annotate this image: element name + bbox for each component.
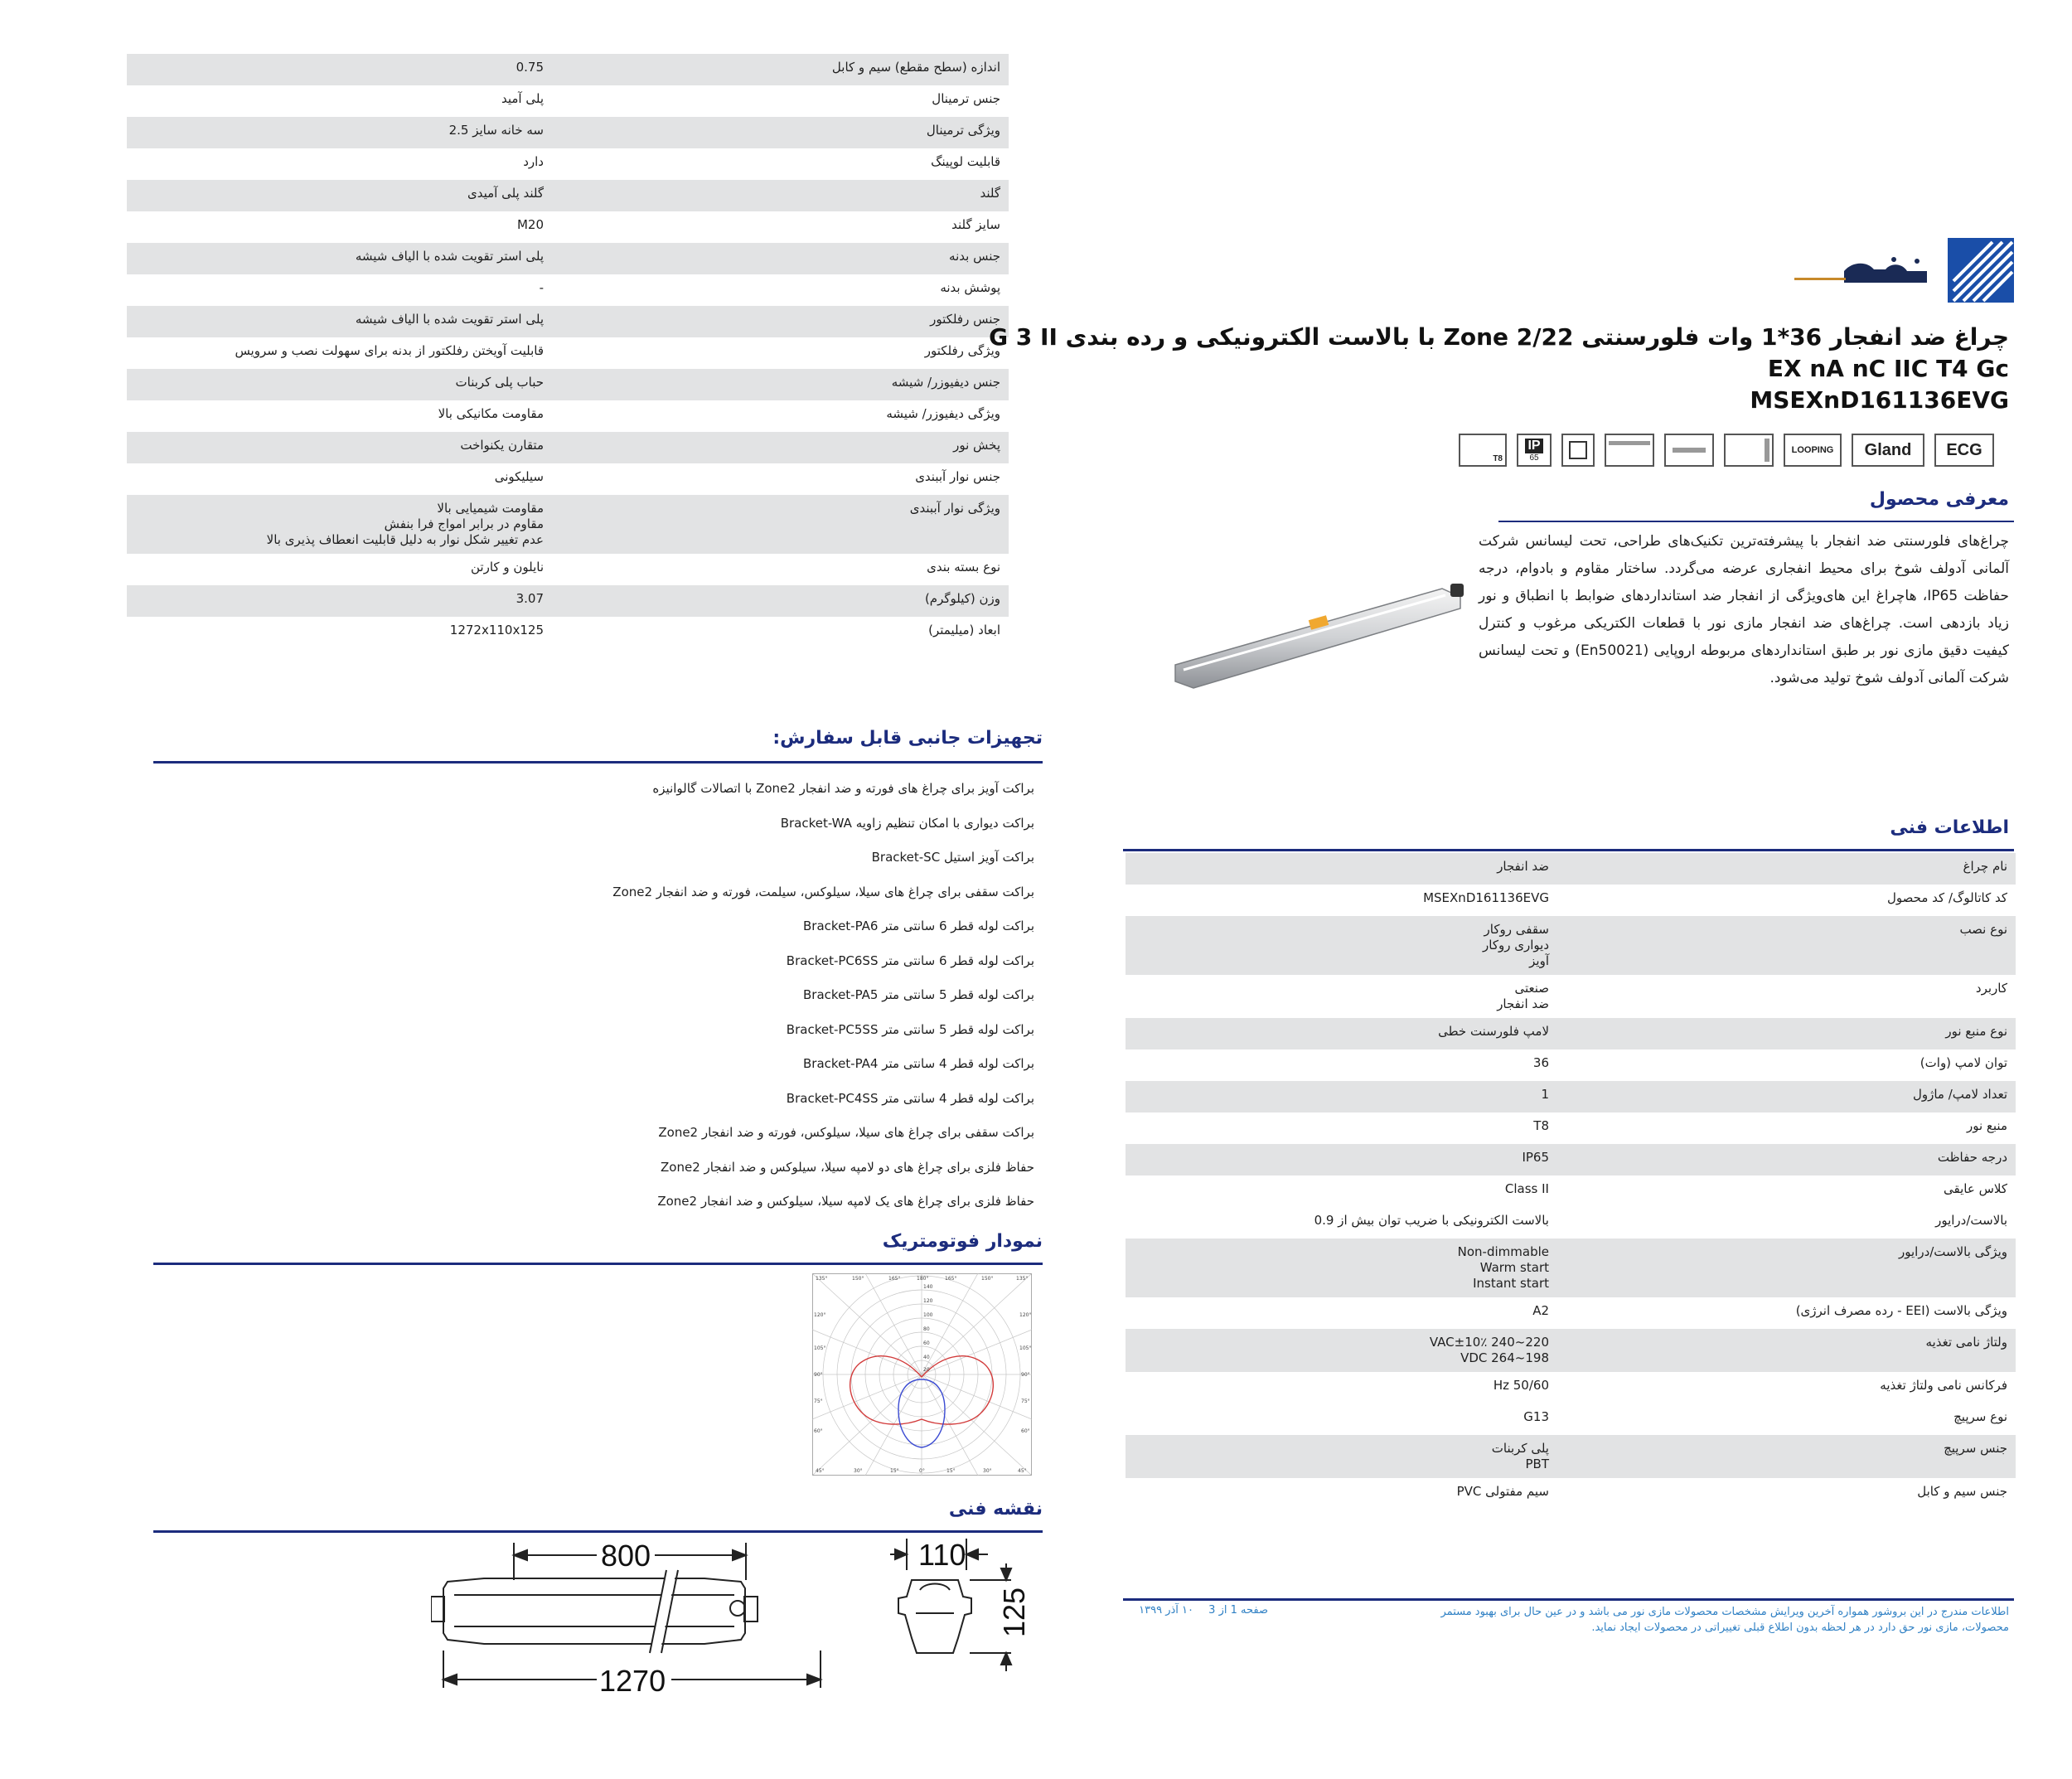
spec-label: سایز گلند (951, 217, 1000, 232)
spec-label: کلاس عایقی (1944, 1181, 2007, 1196)
spec-label: جنس دیفیوزر/ شیشه (891, 375, 1000, 390)
drawing-end-body (898, 1580, 971, 1653)
polar-top-tick: 165° (945, 1276, 957, 1282)
polar-top-tick: 180° (917, 1276, 929, 1282)
spec-value: دارد (523, 154, 544, 169)
spec-value: 50/60 Hz (1493, 1378, 1549, 1393)
more-spec-row (127, 85, 1009, 117)
tech-spec-row (1126, 1372, 2016, 1403)
accessory-item: براکت دیواری با امکان تنظیم زاویه Bracket-WA (780, 815, 1034, 831)
spec-value: A2 (1532, 1303, 1549, 1318)
spec-label: قابلیت لوپینگ (931, 154, 1000, 169)
spec-label: وزن (کیلوگرم) (924, 591, 1000, 606)
looping-label: LOOPING (1791, 445, 1834, 455)
spec-label: گلند (980, 186, 1000, 201)
spec-value: بالاست الکترونیکی با ضریب توان بیش از 0.9 (1314, 1213, 1549, 1228)
spec-value: Class II (1504, 1181, 1549, 1196)
spec-label: جنس بدنه (949, 249, 1000, 264)
spec-label: پوشش بدنه (940, 280, 1000, 295)
spec-value: 3.07 (516, 591, 544, 606)
spec-label: جنس سرپیچ (1944, 1441, 2007, 1456)
spec-label: تعداد لامپ/ ماژول (1912, 1087, 2007, 1102)
polar-radial-tick: 20 (923, 1367, 930, 1373)
accessory-item: براکت لوله قطر 5 سانتی متر Bracket-PC5SS (786, 1021, 1034, 1037)
tech-spec-row (1126, 1081, 2016, 1112)
spec-label: ویژگی نوار آببندی (909, 501, 1000, 516)
spec-label: ویژگی بالاست (EEI - رده مصرف انرژی) (1795, 1303, 2007, 1318)
spec-value: 220~240 VAC±10٪ 198~264 VDC (1429, 1335, 1549, 1365)
spec-label: کاربرد (1975, 981, 2007, 996)
spec-label: نوع بسته بندی (927, 560, 1000, 574)
tech-spec-row (1126, 1478, 2016, 1510)
tech-spec-row (1126, 1018, 2016, 1049)
polar-bottom-tick: 30° (854, 1468, 863, 1474)
photometric-rule (153, 1263, 1043, 1265)
tech-spec-row (1126, 1112, 2016, 1144)
tech-spec-row (1126, 1175, 2016, 1207)
t8-icon (1459, 434, 1507, 467)
accessories-rule (153, 761, 1043, 763)
dim-1270-label: 1270 (599, 1664, 666, 1698)
spec-label: نوع منبع نور (1945, 1024, 2007, 1039)
accessories-title: تجهیزات جانبی قابل سفارش: (772, 728, 1043, 749)
class-ii-icon (1561, 434, 1595, 467)
brand-logo (1769, 238, 2014, 303)
spec-label: کد کاتالوگ/ کد محصول (1887, 890, 2007, 905)
more-spec-row (127, 495, 1009, 554)
polar-radial-tick: 60 (923, 1340, 930, 1346)
tech-spec-row (1126, 1329, 2016, 1372)
gland-label: Gland (1864, 440, 1912, 459)
polar-top-tick: 150° (981, 1276, 994, 1282)
polar-radial-tick: 100 (923, 1312, 933, 1318)
spec-value: نایلون و کارتن (471, 560, 544, 574)
spec-label: نوع نصب (1959, 922, 2007, 937)
polar-side-tick: 120° (1019, 1312, 1032, 1318)
pendant-mount-icon (1664, 434, 1714, 467)
spec-value: Non-dimmable Warm start Instant start (1457, 1244, 1549, 1291)
more-spec-row (127, 180, 1009, 211)
polar-radial-tick: 140 (923, 1284, 933, 1290)
spec-value: 1 (1541, 1087, 1549, 1102)
polar-side-tick: 105° (814, 1345, 826, 1351)
footer-date: ۱۰ آذر ۱۳۹۹ (1139, 1604, 1193, 1617)
looping-icon (1784, 434, 1842, 467)
ecg-label: ECG (1946, 440, 1982, 459)
spec-value: مقاومت مکانیکی بالا (438, 406, 544, 421)
accessory-item: براکت لوله قطر 5 سانتی متر Bracket-PA5 (803, 987, 1034, 1002)
spec-value: 0.75 (516, 60, 544, 75)
title-line-3: MSEXnD161136EVG (1750, 386, 2009, 414)
tech-spec-row (1126, 1239, 2016, 1297)
tech-spec-row (1126, 1403, 2016, 1435)
polar-side-tick: 75° (814, 1398, 823, 1404)
spec-label: ولتاژ نامی تغذیه (1925, 1335, 2007, 1350)
technical-specs-table (1126, 853, 2016, 1510)
spec-value: سیلیکونی (494, 469, 544, 484)
polar-top-tick: 135° (816, 1276, 828, 1282)
polar-radial-tick: 80 (923, 1326, 930, 1332)
spec-label: فرکانس نامی ولتاژ تغذیه (1880, 1378, 2007, 1393)
spec-label: منبع نور (1966, 1118, 2007, 1133)
tech-title: اطلاعات فنی (1890, 817, 2009, 838)
more-spec-row (127, 554, 1009, 585)
spec-value: حباب پلی کربنات (455, 375, 544, 390)
accessory-item: براکت لوله قطر 6 سانتی متر Bracket-PC6SS (786, 953, 1034, 968)
spec-value: MSEXnD161136EVG (1423, 890, 1549, 905)
accessory-item: براکت آویز استیل Bracket-SC (871, 850, 1034, 865)
more-spec-row (127, 117, 1009, 148)
spec-value: صنعتی ضد انفجار (1497, 981, 1549, 1011)
dim-110-label: 110 (918, 1538, 966, 1572)
intro-text: چراغ‌های فلورسنتی ضد انفجار با پیشرفته‌ترین تکنیک‌های طراحی، تحت لیسانس شرکت آلمانی آدولف شوخ برای محیط انفجاری عرضه می‌گردد. ساختار مقاوم و بادوام، درجه حفاظت IP65، هاچراغ این های‌ویژگی از انفجار ضد استانداردهای ضوابط با انطباق و نور زیاد بازدهی است. چراغ‌های ضد انفجار مازی نور با قطعات الکتریکی مرغوب و کنترل کیفیت دقیق مازی نور بر طبق استانداردهای مربوطه اروپایی (En50021) و تحت لیسانس شرکت آلمانی آدولف شوخ تولید می‌شود. (1479, 533, 2009, 686)
polar-bottom-tick: 45° (816, 1468, 825, 1474)
polar-bottom-tick: 45° (1018, 1468, 1027, 1474)
spec-value: سیم مفتولی PVC (1456, 1484, 1549, 1499)
gland-icon (1852, 434, 1924, 467)
spec-value: سه خانه سایز 2.5 (448, 123, 544, 138)
footer-rule (1123, 1598, 2014, 1601)
spec-label: جنس رفلکتور (930, 312, 1000, 327)
spec-label: ویژگی دیفیوزر/ شیشه (886, 406, 1000, 421)
spec-value: 1272x110x125 (449, 623, 544, 637)
spec-label: جنس نوار آببندی (915, 469, 1000, 484)
more-spec-row (127, 211, 1009, 243)
tech-spec-row (1126, 853, 2016, 885)
technical-drawing (431, 1530, 1040, 1713)
intro-rule (1498, 521, 2014, 522)
more-spec-row (127, 585, 1009, 617)
accessory-item: براکت سقفی برای چراغ های سیلا، سیلوکس، فورته و ضد انفجار Zone2 (658, 1125, 1034, 1140)
spec-label: بالاست/درایور (1935, 1213, 2007, 1228)
spec-label: پخش نور (953, 438, 1000, 453)
spec-value: IP65 (1522, 1150, 1549, 1165)
accessories-list (206, 781, 1034, 1229)
more-spec-row (127, 54, 1009, 85)
spec-value: ضد انفجار (1497, 859, 1549, 874)
polar-side-tick: 90° (814, 1372, 823, 1378)
spec-value: پلی استر تقویت شده با الیاف شیشه (355, 312, 544, 327)
tech-spec-row (1126, 1297, 2016, 1329)
photometric-title: نمودار فوتومتریک (882, 1231, 1043, 1252)
spec-label: ویژگی ترمینال (926, 123, 1000, 138)
title-line-1: چراغ ضد انفجار 36*1 وات فلورسنتی Zone 2/22 با بالاست الکترونیکی و رده بندی G 3 II (989, 323, 2009, 351)
tech-spec-row (1126, 1144, 2016, 1175)
spec-label: نوع سرپیچ (1953, 1409, 2007, 1424)
polar-top-tick: 150° (852, 1276, 864, 1282)
more-spec-row (127, 463, 1009, 495)
polar-bottom-tick: 15° (890, 1468, 899, 1474)
polar-top-tick: 135° (1016, 1276, 1029, 1282)
spec-value: M20 (516, 217, 544, 232)
spec-value: T8 (1533, 1118, 1549, 1133)
tech-spec-row (1126, 885, 2016, 916)
spec-value: پلی آمید (501, 91, 544, 106)
spec-value: - (539, 280, 544, 295)
product-title (989, 322, 2009, 416)
dim-125-label: 125 (997, 1587, 1031, 1637)
intro-title: معرفی محصول (1869, 489, 2009, 510)
accessory-item: براکت لوله قطر 4 سانتی متر Bracket-PA4 (803, 1056, 1034, 1071)
polar-bottom-tick: 30° (983, 1468, 992, 1474)
more-spec-row (127, 306, 1009, 337)
more-spec-row (127, 432, 1009, 463)
footer-note: اطلاعات مندرج در این بروشور همواره آخرین ویرایش مشخصات محصولات مازی نور می باشد و در عین حال برای بهبود مستمر محصولات، مازی نور حق دارد در هر لحظه بدون اطلاع قبلی تغییراتی در محصولات ایجاد نماید. (1440, 1606, 2009, 1634)
polar-radial-tick: 120 (923, 1298, 933, 1304)
spec-label: جنس ترمینال (932, 91, 1000, 106)
spec-label: جنس سیم و کابل (1917, 1484, 2007, 1499)
spec-label: درجه حفاظت (1937, 1150, 2007, 1165)
polar-side-tick: 90° (1021, 1372, 1030, 1378)
polar-side-tick: 60° (814, 1428, 823, 1434)
polar-bottom-tick: 15° (946, 1468, 956, 1474)
spec-value: لامپ فلورسنت خطی (1438, 1024, 1549, 1039)
polar-side-tick: 120° (814, 1312, 826, 1318)
drawing-gland-icon (730, 1601, 745, 1616)
additional-specs-table (127, 54, 1009, 648)
polar-top-tick: 165° (888, 1276, 901, 1282)
dim-800-label: 800 (601, 1539, 651, 1573)
spec-value: سقفی روکار دیواری روکار آویز (1483, 922, 1549, 968)
more-spec-row (127, 617, 1009, 648)
spec-label: ویژگی رفلکتور (924, 343, 1000, 358)
accessory-item: براکت آویز برای چراغ های فورته و ضد انفجار Zone2 با اتصالات گالوانیزه (652, 781, 1034, 796)
accessory-item: حفاظ فلزی برای چراغ های دو لامپه سیلا، سیلوکس و ضد انفجار Zone2 (661, 1159, 1034, 1175)
spec-value: متقارن یکنواخت (460, 438, 544, 453)
footer-page-number: صفحه 1 از 3 (1208, 1604, 1268, 1617)
ip-number: 65 (1529, 453, 1539, 463)
title-line-2: EX nA nC IIC T4 Gc (1767, 355, 2009, 382)
more-spec-row (127, 243, 1009, 274)
accessory-item: براکت سقفی برای چراغ های سیلا، سیلوکس، سیلمت، فورته و ضد انفجار Zone2 (612, 884, 1034, 899)
more-spec-row (127, 274, 1009, 306)
spec-label: ابعاد (میلیمتر) (928, 623, 1000, 637)
tech-spec-row (1126, 916, 2016, 975)
spec-label: نام چراغ (1963, 859, 2007, 874)
polar-side-tick: 105° (1019, 1345, 1032, 1351)
ip-label: IP (1525, 439, 1542, 453)
tech-spec-row (1126, 1207, 2016, 1239)
ceiling-mount-icon (1605, 434, 1654, 467)
tech-spec-row (1126, 1435, 2016, 1478)
drawing-side-body (443, 1578, 745, 1644)
photometric-polar-chart (812, 1273, 1032, 1476)
spec-value: گلند پلی آمیدی (467, 186, 544, 201)
spec-value: قابلیت آویختن رفلکتور از بدنه برای سهولت نصب و سرویس (235, 343, 544, 358)
ecg-icon (1934, 434, 1994, 467)
tech-spec-row (1126, 1049, 2016, 1081)
t8-label: T8 (1493, 454, 1503, 463)
polar-radial-tick: 40 (923, 1355, 930, 1360)
polar-bottom-tick: 0° (919, 1468, 925, 1474)
tech-spec-row (1126, 975, 2016, 1018)
more-spec-row (127, 337, 1009, 369)
spec-value: پلی استر تقویت شده با الیاف شیشه (355, 249, 544, 264)
ip65-icon (1517, 434, 1552, 467)
feature-icons (1459, 434, 2014, 467)
accessory-item: براکت لوله قطر 6 سانتی متر Bracket-PA6 (803, 919, 1034, 933)
wall-mount-icon (1724, 434, 1774, 467)
accessory-item: براکت لوله قطر 4 سانتی متر Bracket-PC4SS (786, 1090, 1034, 1106)
more-spec-row (127, 148, 1009, 180)
spec-label: اندازه (سطح مقطع) سیم و کابل (831, 60, 1000, 75)
product-image (1169, 572, 1467, 696)
more-spec-row (127, 369, 1009, 400)
polar-side-tick: 75° (1021, 1398, 1030, 1404)
spec-value: G13 (1523, 1409, 1549, 1424)
spec-label: توان لامپ (وات) (1920, 1055, 2007, 1070)
drawing-title: نقشه فنی (948, 1499, 1043, 1520)
accessory-item: حفاظ فلزی برای چراغ های یک لامپه سیلا، سیلوکس و ضد انفجار Zone2 (657, 1194, 1034, 1209)
spec-value: مقاومت شیمیایی بالا مقاوم در برابر امواج فرا بنفش عدم تغییر شکل نوار به دلیل قابلیت انعطاف پذیری بالا (266, 501, 544, 547)
polar-side-tick: 60° (1021, 1428, 1030, 1434)
spec-label: ویژگی بالاست/درایور (1898, 1244, 2007, 1259)
spec-value: 36 (1532, 1055, 1549, 1070)
tech-rule (1123, 849, 2014, 851)
spec-value: پلی کربنات PBT (1491, 1441, 1549, 1471)
more-spec-row (127, 400, 1009, 432)
